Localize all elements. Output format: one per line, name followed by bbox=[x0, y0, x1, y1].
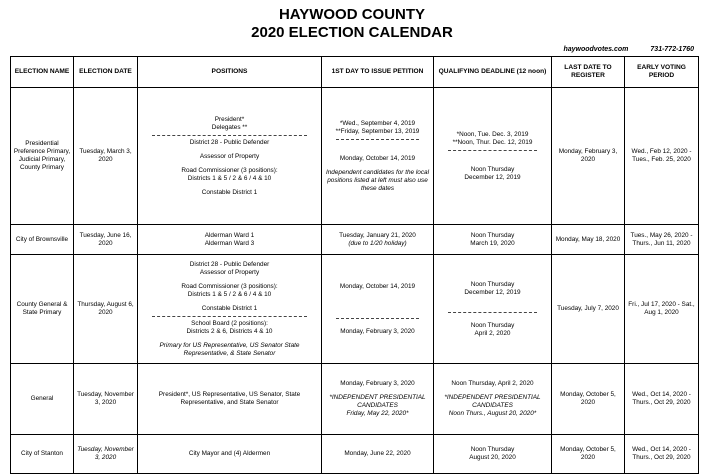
qualifying-delegates: **Noon, Thur. Dec. 12, 2019 bbox=[452, 138, 533, 146]
early-voting-period: Tues., May 26, 2020 - Thurs., Jun 11, 2020 bbox=[625, 225, 699, 255]
table-row bbox=[11, 364, 699, 435]
website-link[interactable]: haywoodvotes.com bbox=[563, 46, 629, 53]
petition-date: Monday, June 22, 2020 bbox=[322, 435, 434, 474]
primary-note: Primary for US Representative, US Senator State Representative, & State Senator bbox=[159, 341, 300, 357]
independent-label: *INDEPENDENT PRESIDENTIAL CANDIDATES bbox=[444, 394, 541, 409]
position-public-defender: District 28 - Public Defender bbox=[189, 260, 270, 268]
petition-date: Tuesday, January 21, 2020 bbox=[339, 231, 416, 239]
petition-date-state: Monday, February 3, 2020 bbox=[340, 327, 415, 335]
position-assessor: Assessor of Property bbox=[199, 152, 260, 160]
position-constable: Constable District 1 bbox=[201, 188, 258, 196]
divider bbox=[448, 312, 537, 313]
position-alderman-1: Alderman Ward 1 bbox=[204, 231, 255, 239]
position-road-districts: Districts 1 & 5 / 2 & 6 / 4 & 10 bbox=[187, 290, 272, 298]
petition-note: (due to 1/20 holiday) bbox=[348, 239, 407, 247]
header-qualifying: QUALIFYING DEADLINE (12 noon) bbox=[434, 57, 552, 88]
table-row bbox=[11, 88, 699, 225]
petition-date-delegates: **Friday, September 13, 2019 bbox=[335, 127, 420, 135]
position-school-districts: Districts 2 & 6, Districts 4 & 10 bbox=[186, 327, 273, 335]
calendar-title: 2020 ELECTION CALENDAR bbox=[251, 24, 453, 41]
position-alderman-3: Alderman Ward 3 bbox=[204, 239, 255, 247]
election-name: General bbox=[11, 364, 74, 435]
phone-number: 731-772-1760 bbox=[650, 46, 694, 53]
qualifying-date: August 20, 2020 bbox=[469, 454, 516, 461]
petition-cell bbox=[322, 88, 434, 225]
divider bbox=[152, 316, 307, 317]
election-date: Tuesday, November 3, 2020 bbox=[74, 435, 138, 474]
qualifying-date: Noon Thursday, April 2, 2020 bbox=[451, 380, 534, 387]
independent-note: Independent candidates for the local positions listed at left must also use these dates bbox=[325, 168, 430, 192]
divider bbox=[152, 135, 307, 136]
position-road-commissioner: Road Commissioner (3 positions): bbox=[181, 166, 278, 174]
qualifying-cell bbox=[434, 364, 552, 435]
header-register: LAST DATE TO REGISTER bbox=[552, 57, 625, 88]
election-name: Presidential Preference Primary, Judicial Primary, County Primary bbox=[11, 88, 74, 225]
position-president: President* bbox=[214, 115, 245, 123]
qualifying-date: March 19, 2020 bbox=[470, 239, 515, 247]
qualifying-label: Noon Thursday bbox=[470, 446, 515, 453]
qualifying-local-date: December 12, 2019 bbox=[464, 288, 521, 296]
petition-cell bbox=[322, 255, 434, 364]
position-road-commissioner: Road Commissioner (3 positions): bbox=[181, 282, 278, 290]
early-voting-period: Fri., Jul 17, 2020 - Sat., Aug 1, 2020 bbox=[625, 255, 699, 364]
qualifying-cell bbox=[434, 88, 552, 225]
position-constable: Constable District 1 bbox=[201, 304, 258, 312]
petition-cell bbox=[322, 364, 434, 435]
divider bbox=[448, 150, 537, 151]
register-date: Tuesday, July 7, 2020 bbox=[552, 255, 625, 364]
petition-date: Monday, February 3, 2020 bbox=[340, 380, 415, 387]
positions-cell bbox=[138, 88, 322, 225]
county-title: HAYWOOD COUNTY bbox=[278, 6, 426, 23]
qualifying-cell bbox=[434, 225, 552, 255]
positions-cell: City Mayor and (4) Aldermen bbox=[138, 435, 322, 474]
petition-date-local: Monday, October 14, 2019 bbox=[339, 154, 416, 162]
header-election-date: ELECTION DATE bbox=[74, 57, 138, 88]
qualifying-state-label: Noon Thursday bbox=[470, 321, 515, 329]
election-calendar-table bbox=[10, 56, 699, 474]
register-date: Monday, October 5, 2020 bbox=[552, 435, 625, 474]
position-public-defender: District 28 - Public Defender bbox=[189, 138, 270, 146]
positions-cell bbox=[138, 225, 322, 255]
position-assessor: Assessor of Property bbox=[199, 268, 260, 276]
qualifying-state-date: April 2, 2020 bbox=[474, 329, 511, 337]
election-name: City of Brownsville bbox=[11, 225, 74, 255]
divider bbox=[336, 318, 419, 319]
election-date: Tuesday, June 16, 2020 bbox=[74, 225, 138, 255]
header-positions: POSITIONS bbox=[138, 57, 322, 88]
register-date: Monday, May 18, 2020 bbox=[552, 225, 625, 255]
divider bbox=[336, 139, 419, 140]
header-petition: 1ST DAY TO ISSUE PETITION bbox=[322, 57, 434, 88]
qualifying-label: Noon Thursday bbox=[470, 231, 515, 239]
position-school-board: School Board (2 positions): bbox=[191, 319, 268, 327]
table-row bbox=[11, 435, 699, 474]
early-voting-period: Wed., Oct 14, 2020 - Thurs., Oct 29, 2020 bbox=[625, 364, 699, 435]
contact-info bbox=[563, 46, 694, 53]
header-row bbox=[11, 57, 699, 88]
election-date: Tuesday, November 3, 2020 bbox=[74, 364, 138, 435]
early-voting-period: Wed., Feb 12, 2020 - Tues., Feb. 25, 2020 bbox=[625, 88, 699, 225]
election-date: Tuesday, March 3, 2020 bbox=[74, 88, 138, 225]
position-road-districts: Districts 1 & 5 / 2 & 6 / 4 & 10 bbox=[187, 174, 272, 182]
register-date: Monday, October 5, 2020 bbox=[552, 364, 625, 435]
table-row bbox=[11, 225, 699, 255]
table-row bbox=[11, 255, 699, 364]
qualifying-local-date: December 12, 2019 bbox=[464, 173, 521, 181]
early-voting-period: Wed., Oct 14, 2020 - Thurs., Oct 29, 2020 bbox=[625, 435, 699, 474]
election-name: County General & State Primary bbox=[11, 255, 74, 364]
positions-cell: President*, US Representative, US Senator, State Representative, and State Senator bbox=[138, 364, 322, 435]
positions-cell bbox=[138, 255, 322, 364]
election-date: Thursday, August 6, 2020 bbox=[74, 255, 138, 364]
qualifying-local-label: Noon Thursday bbox=[470, 280, 515, 288]
petition-cell bbox=[322, 225, 434, 255]
header-early-voting: EARLY VOTING PERIOD bbox=[625, 57, 699, 88]
petition-date-local: Monday, October 14, 2019 bbox=[339, 282, 416, 290]
election-name: City of Stanton bbox=[11, 435, 74, 474]
register-date: Monday, February 3, 2020 bbox=[552, 88, 625, 225]
header-election-name: ELECTION NAME bbox=[11, 57, 74, 88]
qualifying-cell bbox=[434, 435, 552, 474]
independent-label: *INDEPENDENT PRESIDENTIAL CANDIDATES bbox=[329, 394, 426, 409]
qualifying-local-label: Noon Thursday bbox=[470, 165, 515, 173]
independent-date: Noon Thurs., August 20, 2020* bbox=[448, 410, 537, 417]
independent-date: Friday, May 22, 2020* bbox=[346, 410, 409, 417]
qualifying-president: *Noon, Tue. Dec. 3, 2019 bbox=[456, 130, 529, 138]
position-delegates: Delegates ** bbox=[211, 123, 248, 131]
qualifying-cell bbox=[434, 255, 552, 364]
petition-date-president: *Wed., September 4, 2019 bbox=[339, 119, 416, 127]
